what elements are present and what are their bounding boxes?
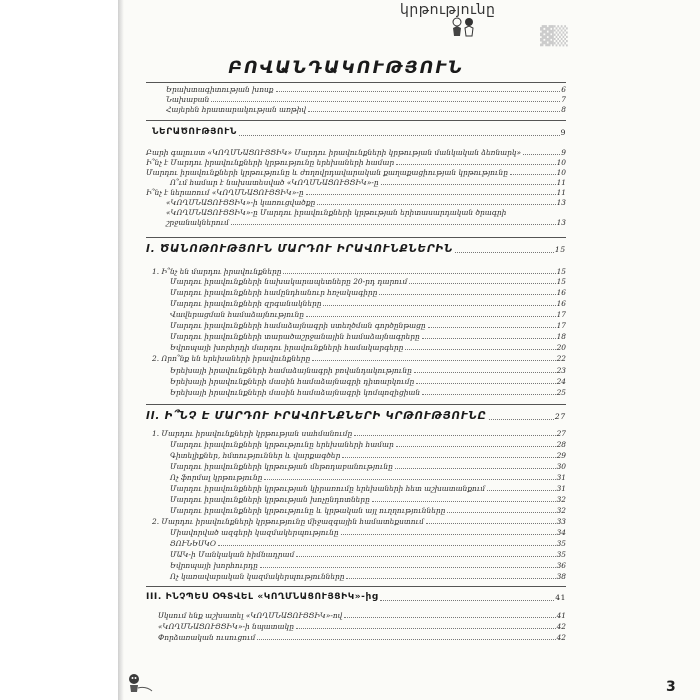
toc-entry: Երեխայի իրավունքների համաձայնագրի բովանդակությունը 23 [170, 366, 566, 375]
page-number: 3 [666, 679, 676, 695]
toc-entry: Մարդու իրավունքների համաձայնագրի ստեղծման գործընթացը 17 [170, 321, 566, 330]
toc-entry: Սկսում ենք աշխատել «ԿՈՂՄՆԱՑՈՒՅՑԻԿ»-ով 41 [158, 611, 566, 620]
toc-entry: Երեխայի իրավունքների մասին համաձայնագրի դիտարկումը 24 [170, 377, 566, 386]
toc-entry: Մարդու իրավունքների տարածաշրջանային համաձայնագրերը 18 [170, 332, 566, 341]
toc-entry: Ոչ կառավարական կազմակերպությունները 38 [170, 572, 566, 581]
title-divider [146, 82, 566, 83]
toc-chapter-heading: III. ԻՆՉՊԵՍ ՕԳՏՎԵԼ «ԿՈՂՄՆԱՑՈՒՅՑԻԿ»-ից 41 [146, 592, 566, 602]
toc-entry: Հայերեն հրատարակության առթիվ 8 [166, 105, 566, 114]
toc-entry: Միավորված ազգերի կազմակերպությունը 34 [170, 528, 566, 537]
toc-chapter-heading: II. Ի՞ՆՉ Է ՄԱՐԴՈՒ ԻՐԱՎՈՒՆՔՆԵՐԻ ԿՐԹՈՒԹՅՈՒՆԸ 27 [146, 410, 566, 422]
toc-entry: 1. Ի՞նչ են մարդու իրավունքները 15 [152, 267, 566, 276]
toc-entry: 2. Մարդու իրավունքների կրթությունը միջազգային համատեքստում 33 [152, 517, 566, 526]
toc-entry: Մարդու իրավունքների նախակարապետները 20-րդ դարում 15 [170, 277, 566, 286]
toc-entry: «ԿՈՂՄՆԱՑՈՒՅՑԻԿ»-ի կառուցվածքը 13 [166, 198, 566, 207]
toc-entry: «ԿՈՂՄՆԱՑՈՒՅՑԻԿ»-ը Մարդու իրավունքների կրթության երիտասարդական ծրագրի [166, 208, 507, 217]
toc-entry: Ո՞ւմ համար է նախատեսված «ԿՈՂՄՆԱՑՈՒՅՑԻԿ»-ը 11 [170, 178, 566, 187]
toc-entry: Եվրոպայի խորհրդի մարդու իրավունքների համակարգերը 20 [170, 343, 566, 352]
toc-entry: Մարդու իրավունքների կրթության կիրառումը երեխաների հետ աշխատանքում 31 [170, 484, 566, 493]
toc-entry: Ի՞նչ է Մարդու իրավունքների կրթությունը երեխաների համար 10 [146, 158, 566, 167]
toc-entry: Վավերացման համաձայնությունը 17 [170, 310, 566, 319]
toc-entry: «ԿՈՂՄՆԱՑՈՒՅՑԻԿ»-ի նպատակը 42 [158, 622, 566, 631]
toc-entry: ՄԱԿ-ի Մանկական հիմնադրամ 35 [170, 550, 566, 559]
toc-entry: 1. Մարդու իրավունքների կրթության սահմանումը 27 [152, 429, 566, 438]
toc-entry: Մարդու իրավունքների համընդհանուր հռչակագիրը 16 [170, 288, 566, 297]
section-divider [146, 237, 566, 238]
section-divider [146, 120, 566, 121]
toc-entry: ՅՈՒՆԵՍԿՕ 35 [170, 539, 566, 548]
toc-title: ԲՈՎԱՆԴԱԿՈՒԹՅՈՒՆ [228, 58, 464, 78]
toc-entry: Մարդու իրավունքների կրթության մեթոդաբանությունը 30 [170, 462, 566, 471]
toc-entry: Ի՞նչ է ներառում «ԿՈՂՄՆԱՑՈՒՅՑԻԿ»-ը 11 [146, 188, 566, 197]
toc-entry: Բարի գալուստ «ԿՈՂՄՆԱՑՈՒՅՑԻԿ» Մարդու իրավունքների կրթության մանկական ձեռնարկ» 9 [146, 148, 566, 157]
toc-entry: Գիտելիքներ, հմտություններ և վարքագծեր 29 [170, 451, 566, 460]
section-divider [146, 586, 566, 587]
toc-entry: Երեխայի իրավունքների մասին համաձայնագրի կոմպոզիցիան 25 [170, 388, 566, 397]
decorative-corner-mark: ▓▒ [540, 26, 568, 47]
toc-entry: Մարդու իրավունքների զրգանակները 16 [170, 299, 566, 308]
header-brand: կրթությունը [400, 2, 496, 18]
toc-entry: Մարդու իրավունքների կրթության խոչընդոտները 32 [170, 495, 566, 504]
toc-entry: Փորձառական ուսուցում 42 [158, 633, 566, 642]
toc-entry: Մարդու իրավունքների կրթությունը և կրթական այլ ուղղությունները 32 [170, 506, 566, 515]
toc-entry: Ոչ ֆորմալ կրթությունը 31 [170, 473, 566, 482]
toc-entry: Եվրոպայի խորհուրդը 36 [170, 561, 566, 570]
toc-entry: Նախաբան 7 [166, 95, 566, 104]
toc-section-heading: ՆԵՐԱԾՈՒԹՅՈՒՆ 9 [152, 127, 566, 137]
toc-entry: 2. Որո՞նք են երեխաների իրավունքները 22 [152, 354, 566, 363]
child-doodle-icon [126, 672, 154, 694]
section-divider [146, 404, 566, 405]
toc-entry: Մարդու իրավունքների կրթությունը երեխաների համար 28 [170, 440, 566, 449]
toc-entry: շրջանակներում 13 [166, 218, 566, 227]
toc-entry: Երախտագիտության խոսք 6 [166, 85, 566, 94]
toc-chapter-heading: I. ԾԱՆՈԹՈՒԹՅՈՒՆ ՄԱՐԴՈՒ ԻՐԱՎՈՒՆՔՆԵՐԻՆ 15 [146, 243, 566, 255]
toc-entry: Մարդու իրավունքների կրթությունը և ժողովրդավարական քաղաքացիության կրթությունը 10 [146, 168, 566, 177]
